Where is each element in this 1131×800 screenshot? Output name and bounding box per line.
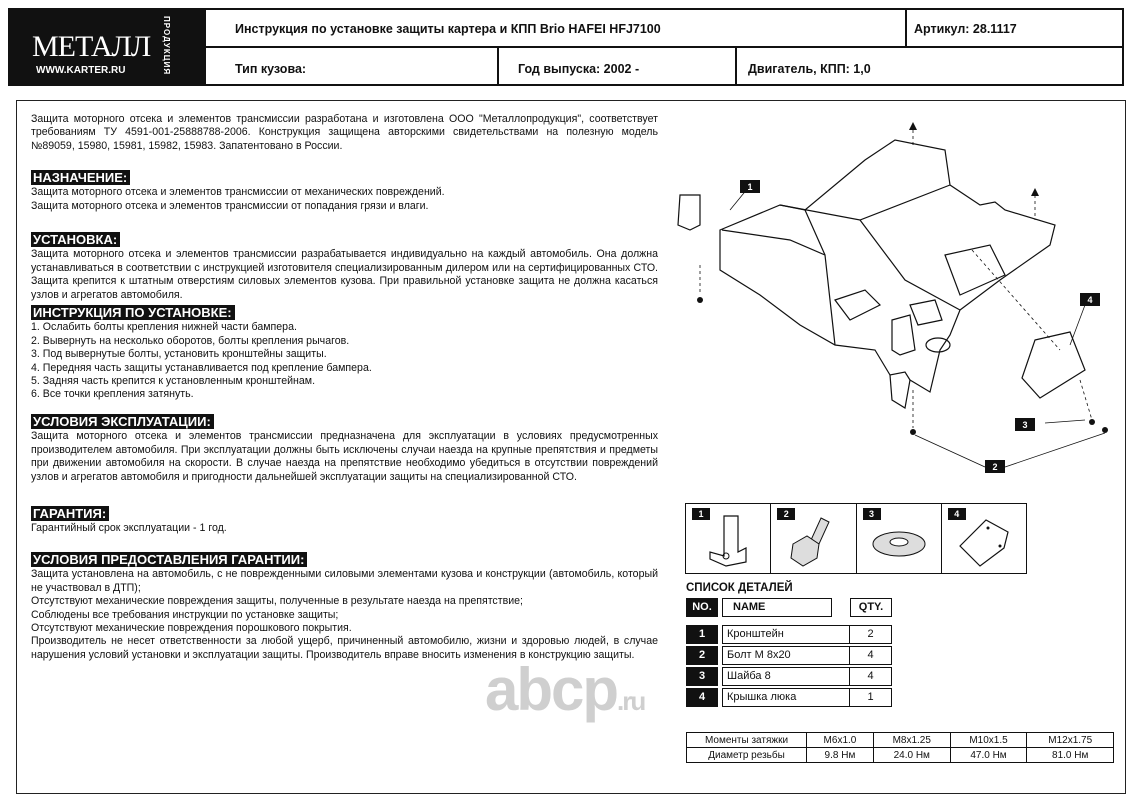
section-title: УСЛОВИЯ ЭКСПЛУАТАЦИИ:	[31, 414, 214, 429]
assembly-drawing	[660, 110, 1120, 490]
torque-value: 9.8 Нм	[807, 748, 874, 763]
parts-header-qty: QTY.	[850, 598, 892, 617]
skid-plate-outline	[720, 140, 1055, 392]
part-qty: 4	[849, 667, 892, 686]
header-divider	[206, 46, 1122, 48]
callout-4-label: 4	[1087, 295, 1093, 305]
instruction-step: 1. Ослабить болты крепления нижней части бампера.	[31, 321, 297, 334]
parts-header-no: NO.	[686, 598, 718, 617]
callout-3-label: 3	[1022, 420, 1028, 430]
thread-size: M12x1.75	[1027, 733, 1114, 748]
instruction-step: 4. Передняя часть защиты устанавливается под крепление бампера.	[31, 361, 372, 374]
part-icon-number: 3	[863, 508, 881, 520]
leader-line	[1070, 305, 1085, 345]
purpose-line: Защита моторного отсека и элементов трансмиссии от попадания грязи и влаги.	[31, 199, 429, 212]
part-no: 3	[686, 667, 718, 686]
skid-plate-rib	[780, 185, 950, 220]
logo-side-text: ПРОДУКЦИЯ	[162, 16, 171, 76]
hatch-cover-icon	[942, 504, 1027, 573]
instruction-step: 3. Под вывернутые болты, установить кронштейны защиты.	[31, 348, 327, 361]
section-installation	[31, 232, 658, 302]
warranty-text: Гарантийный срок эксплуатации - 1 год.	[31, 522, 227, 535]
header-divider	[905, 10, 907, 46]
leader-line	[1045, 420, 1085, 423]
part-qty: 1	[849, 688, 892, 707]
rear-tab	[890, 375, 910, 408]
instruction-step: 2. Вывернуть на несколько оборотов, болты крепления рычагов.	[31, 334, 350, 347]
section-purpose	[31, 170, 658, 213]
engine-gearbox: Двигатель, КПП: 1,0	[748, 62, 871, 76]
section-title: ГАРАНТИЯ:	[31, 506, 109, 521]
section-title: УСТАНОВКА:	[31, 232, 120, 247]
hatch-opening	[945, 245, 1005, 295]
parts-list-title: СПИСОК ДЕТАЛЕЙ	[686, 582, 793, 594]
washer-icon	[857, 504, 942, 573]
arrow-up	[909, 122, 917, 130]
arrow-up	[1031, 188, 1039, 196]
skid-plate-rib	[860, 220, 960, 310]
bolt-symbol	[1089, 419, 1095, 425]
torque-row-threads	[687, 733, 1114, 748]
section-title: НАЗНАЧЕНИЕ:	[31, 170, 130, 185]
section-warranty-terms	[31, 552, 658, 662]
warranty-term: Производитель не несет ответственности за любой ущерб, причиненный автомобилю, жизни и здоровью людей, в случае нарушения условий установки и эксплуатации защиты. Производитель вправе вносить изменения в конструкцию защиты.	[31, 635, 658, 661]
part-name: Крышка люка	[722, 688, 850, 707]
logo-word: МЕТАЛЛ	[32, 30, 151, 63]
torque-value: 81.0 Нм	[1027, 748, 1114, 763]
torque-row-label: Моменты затяжки	[687, 733, 807, 748]
section-title: ИНСТРУКЦИЯ ПО УСТАНОВКЕ:	[31, 305, 235, 320]
torque-value: 24.0 Нм	[873, 748, 950, 763]
warranty-term: Соблюдены все требования инструкции по установке защиты;	[31, 608, 339, 621]
installation-text: Защита моторного отсека и элементов трансмиссии разрабатывается индивидуально на каждый автомобиль. Она должна устанавливаться в соответствии с инструкцией изготовителя специализированным дилером или на сертифицированных СТО. Защита крепится к штатным отверстиям силовых элементов кузова. При правильной установке защита не должна касаться узлов и агрегатов автомобиля.	[31, 248, 658, 301]
part-icon-bolt	[771, 504, 856, 573]
thread-size: M6x1.0	[807, 733, 874, 748]
operation-text: Защита моторного отсека и элементов трансмиссии предназначена для эксплуатации в условиях предусмотренных производителем автомобиля. При эксплуатации должны быть исключены случаи наезда на крупные препятствия и предметы при движении автомобиля на скорости. В случае наезда на препятствие необходимо убедиться в отсутствии повреждений узлов и агрегатов автомобиля и пригодности дальнейшей эксплуатации защиты на специализированной СТО.	[31, 430, 658, 483]
thread-size: M10x1.5	[950, 733, 1027, 748]
instruction-step: 6. Все точки крепления затянуть.	[31, 388, 194, 401]
part-qty: 2	[849, 625, 892, 644]
front-left-bracket	[678, 195, 700, 230]
section-operation	[31, 414, 658, 484]
part-icon-washer	[857, 504, 942, 573]
oval-hole	[835, 290, 880, 320]
part-icons-strip	[685, 503, 1027, 574]
instruction-step: 5. Задняя часть крепится к установленным кронштейнам.	[31, 375, 316, 388]
header-divider	[735, 46, 737, 84]
production-year: Год выпуска: 2002 -	[518, 62, 640, 76]
intro-paragraph: Защита моторного отсека и элементов трансмиссии разработана и изготовлена ООО "Металлопродукция", соответствует требованиям ТУ 4591-001-25888788-2006. Конструкция защищена авторскими свидетельствами на полезную модель №89059, 15980, 15981, 15982, 15983. Запатентовано в России.	[31, 113, 658, 152]
part-icon-number: 1	[692, 508, 710, 520]
article-number: Артикул: 28.1117	[914, 22, 1017, 36]
bolt-symbol	[697, 297, 703, 303]
section-warranty	[31, 506, 658, 536]
torque-row-values	[687, 748, 1114, 763]
bracket-icon	[686, 504, 771, 573]
watermark-suffix: .ru	[617, 686, 645, 716]
header-divider	[497, 46, 499, 84]
warranty-term: Отсутствуют механические повреждения защиты, полученные в результате наезда на препятствие;	[31, 595, 523, 608]
watermark-main: abcp	[485, 656, 618, 723]
part-icon-number: 2	[777, 508, 795, 520]
part-name: Кронштейн	[722, 625, 850, 644]
watermark	[485, 655, 644, 724]
leader-line	[915, 435, 985, 467]
bolt-symbol	[1102, 427, 1108, 433]
thread-size: M8x1.25	[873, 733, 950, 748]
warranty-term: Отсутствуют механические повреждения порошкового покрытия.	[31, 622, 352, 635]
part-no: 4	[686, 688, 718, 707]
callout-1-label: 1	[747, 182, 753, 192]
parts-header-name: NAME	[722, 598, 832, 617]
logo-website: WWW.KARTER.RU	[36, 65, 126, 76]
part-no: 2	[686, 646, 718, 665]
company-logo	[10, 10, 206, 84]
section-title: УСЛОВИЯ ПРЕДОСТАВЛЕНИЯ ГАРАНТИИ:	[31, 552, 307, 567]
document-header	[8, 8, 1124, 86]
part-icon-number: 4	[948, 508, 966, 520]
round-hole	[926, 338, 950, 352]
part-name: Болт М 8х20	[722, 646, 850, 665]
torque-value: 47.0 Нм	[950, 748, 1027, 763]
mid-bracket	[892, 315, 915, 355]
part-icon-bracket	[686, 504, 771, 573]
bolt-icon	[771, 504, 856, 573]
hatch-cover	[1022, 332, 1085, 398]
torque-table	[686, 732, 1114, 763]
part-name: Шайба 8	[722, 667, 850, 686]
purpose-line: Защита моторного отсека и элементов трансмиссии от механических повреждений.	[31, 186, 445, 199]
document-title: Инструкция по установке защиты картера и КПП Brio HAFEI HFJ7100	[235, 22, 661, 36]
leader-line	[1005, 433, 1105, 467]
torque-row-label: Диаметр резьбы	[687, 748, 807, 763]
drain-boss	[910, 300, 942, 325]
body-type: Тип кузова:	[235, 62, 307, 76]
part-no: 1	[686, 625, 718, 644]
section-instructions	[31, 305, 658, 402]
bolt-symbol	[910, 429, 916, 435]
part-qty: 4	[849, 646, 892, 665]
skid-plate-fold	[722, 230, 835, 345]
part-icon-cover	[942, 504, 1026, 573]
assembly-guide-line	[1080, 380, 1092, 420]
warranty-term: Защита установлена на автомобиль, с не поврежденными силовыми элементами кузова и конструкции (автомобиль, который не участвовал в ДТП);	[31, 568, 658, 594]
assembly-guide-line	[972, 250, 1060, 350]
callout-2-label: 2	[992, 462, 998, 472]
